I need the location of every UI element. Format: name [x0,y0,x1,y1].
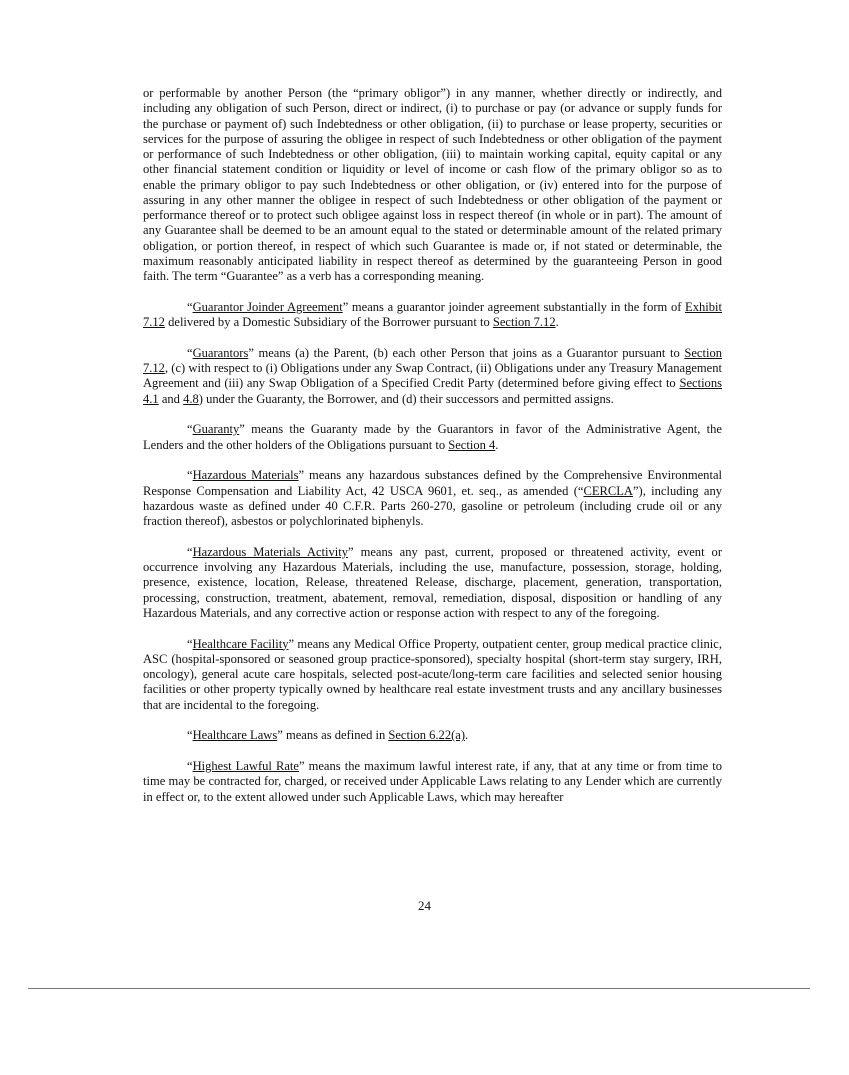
definition-highest-lawful-rate [143,759,722,805]
defined-term: Healthcare Laws [192,728,278,743]
definition-text: , (c) with respect to (i) Obligations under any Swap Contract, (ii) Obligations under any Treasury Management Agreement and (iii) any Swap Obligation of a Specified Credit Party (determined before giving effect to [143,361,722,391]
definition-hazardous-materials-activity [143,545,722,621]
cross-reference: 4.8 [183,391,199,406]
cross-reference: Section 7.12 [492,315,556,329]
definition-text: ) under the Guaranty, the Borrower, and (d) their successors and permitted assigns. [198,391,614,406]
defined-term: Highest Lawful Rate [192,759,299,773]
defined-term: Guaranty [192,422,240,437]
defined-term: Guarantors [192,345,249,360]
definition-hazardous-materials [143,468,722,529]
open-quote: “ [187,345,193,360]
cross-reference: Section 4 [448,437,496,452]
open-quote: “ [187,759,193,773]
cross-reference: Exhibit 7.12 [143,299,722,329]
definition-text: ” means as defined in [277,728,389,743]
defined-term: Hazardous Materials Activity [192,544,349,559]
cross-reference: CERCLA [583,483,633,498]
page-number: 24 [418,898,431,913]
definition-text: ” means (a) the Parent, (b) each other Person that joins as a Guarantor pursuant to [248,345,685,360]
definition-healthcare-laws [143,728,722,743]
document-body [143,86,722,820]
cross-reference: Sections 4.1 [143,376,722,406]
definition-text: ” means any past, current, proposed or threatened activity, event or occurrence involving any Hazardous Materials, including the use, manufacture, possession, storage, holding, presence, existence, location, Release, threatened Release, discharge, placement, generation, transportation, processing, construction, treatment, abatement, removal, remediation, disposal, disposition or handling of any Hazardous Materials, and any corrective action or response action with respect to any of the foregoing. [143,544,722,620]
footer-divider [28,988,810,989]
guarantee-definition-continuation: or performable by another Person (the “primary obligor”) in any manner, whether directly or indirectly, and including any obligation of such Person, direct or indirect, (i) to purchase or pay (or advance or supply funds for the purchase or payment of) such Indebtedness or other obligation, (ii) to purchase or lease property, securities or services for the purpose of assuring the obligee in respect of such Indebtedness or other obligation of the payment or performance of such Indebtedness or other obligation, (iii) to maintain working capital, equity capital or any other financial statement condition or liquidity or level of income or cash flow of the primary obligor so as to enable the primary obligor to pay such Indebtedness or other obligation, or (iv) entered into for the purpose of assuring in any other manner the obligee in respect of such Indebtedness or other obligation of the payment or performance thereof or to protect such obligee against loss in respect thereof (in whole or in part). The amount of any Guarantee shall be deemed to be an amount equal to the stated or determinable amount of the related primary obligation, or portion thereof, in respect of which such Guarantee is made or, if not stated or determinable, the maximum reasonably anticipated liability in respect thereof as determined by the guaranteeing Person in good faith. The term “Guarantee” as a verb has a corresponding meaning. [143,86,722,283]
open-quote: “ [187,544,193,559]
defined-term: Hazardous Materials [192,468,299,483]
open-quote: “ [187,468,193,483]
definition-text: ” means the Guaranty made by the Guarantors in favor of the Administrative Agent, the Lenders and the other holders of the Obligations pursuant to [143,422,722,452]
definition-text: and [158,391,184,406]
open-quote: “ [187,299,193,314]
definition-text: ” means any Medical Office Property, outpatient center, group medical practice clinic, ASC (hospital-sponsored or seasoned group practice-sponsored), specialty hospital (short-term stay surgery, IRH, oncology), general acute care hospitals, selected post-acute/long-term care facilities and selected senior housing facilities or other property typically owned by healthcare real estate investment trusts and any ancillary businesses that are incidental to the foregoing. [143,636,722,712]
definition-text: . [495,437,499,452]
definition-text: ”), including any hazardous waste as defined under 40 C.F.R. Parts 260-270, gasoline or petroleum (including crude oil or any fraction thereof), asbestos or polychlorinated biphenyls. [143,483,722,528]
definition-text: ” means the maximum lawful interest rate, if any, that at any time or from time to time may be contracted for, charged, or received under Applicable Laws relating to any Lender which are currently in effect or, to the extent allowed under such Applicable Laws, which may hereafter [143,759,723,804]
definition-healthcare-facility [143,637,722,713]
definition-guarantors [143,346,722,407]
definition-text: ” means any hazardous substances defined by the Comprehensive Environmental Response Compensation and Liability Act, 42 USCA 9601, et. seq., as amended (“ [143,468,722,498]
definition-text: . [555,315,559,329]
definition-text: . [465,728,469,743]
open-quote: “ [187,422,193,437]
defined-term: Healthcare Facility [192,636,289,651]
definition-text: ” means a guarantor joinder agreement substantially in the form of [342,299,686,314]
cross-reference: Section 7.12 [143,345,722,375]
definition-guaranty [143,422,722,453]
definition-text: delivered by a Domestic Subsidiary of the Borrower pursuant to [164,315,493,329]
cross-reference: Section 6.22(a) [388,728,466,743]
defined-term: Guarantor Joinder Agreement [192,299,343,314]
definition-guarantor-joinder-agreement [143,300,722,331]
open-quote: “ [187,636,193,651]
open-quote: “ [187,728,193,743]
